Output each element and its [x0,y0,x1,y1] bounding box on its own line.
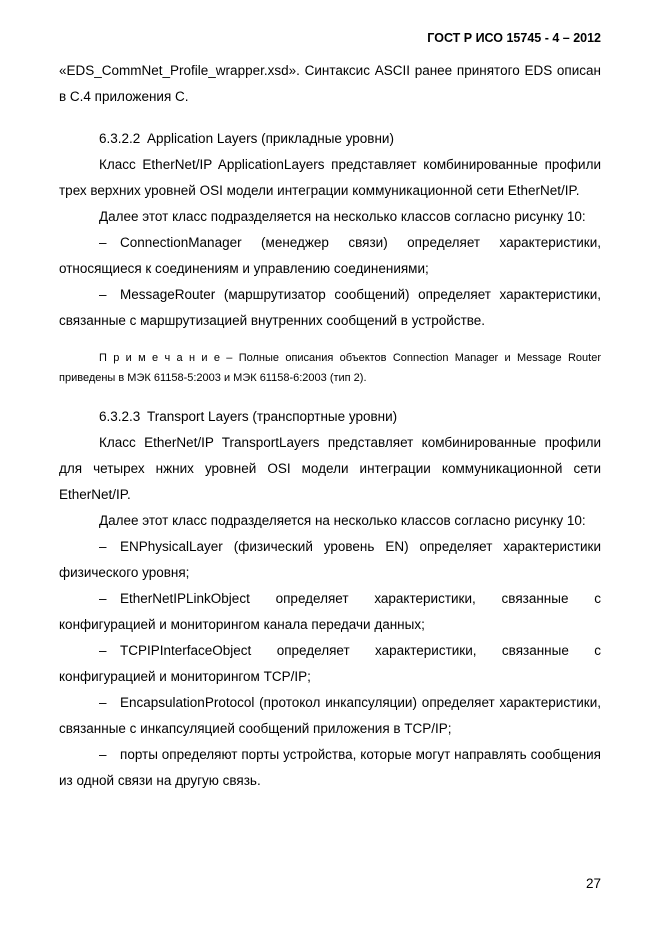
page-number: 27 [585,876,601,891]
paragraph-continued: «EDS_CommNet_Profile_wrapper.xsd». Синтаксис ASCII ранее принятого EDS описан в C.4 приложения C. [59,63,601,104]
paragraph: Класс EtherNet/IP TransportLayers представляет комбинированные профили для четырех нжних уровней OSI модели интеграции коммуникационной сети EtherNet/IP. [59,435,601,502]
section-heading-6-3-2-2: 6.3.2.2 Application Layers (прикладные уровни) [99,131,394,146]
list-item-message-router: – MessageRouter (маршрутизатор сообщений) определяет характеристики, связанные с маршрутизацией внутренних сообщений в устройстве. [59,287,601,328]
list-item-tcpip-interface-object: – TCPIPInterfaceObject определяет характеристики, связанные с конфигурацией и мониторингом TCP/IP; [59,643,601,684]
list-item-encapsulation-protocol: – EncapsulationProtocol (протокол инкапсуляции) определяет характеристики, связанные с инкапсуляцией сообщений приложения в TCP/IP; [59,695,601,736]
paragraph: Класс EtherNet/IP ApplicationLayers представляет комбинированные профили трех верхних уровней OSI модели интеграции коммуникационной сети EtherNet/IP. [59,157,601,198]
document-content [59,58,601,794]
section-heading-6-3-2-3: 6.3.2.3 Transport Layers (транспортные уровни) [99,409,398,424]
paragraph: Далее этот класс подразделяется на несколько классов согласно рисунку 10: [99,513,586,528]
list-item-ports: – порты определяют порты устройства, которые могут направлять сообщения из одной связи на другую связь. [59,747,601,788]
paragraph: Далее этот класс подразделяется на несколько классов согласно рисунку 10: [99,209,586,224]
list-item-ethernet-ip-link-object: – EtherNetIPLinkObject определяет характеристики, связанные с конфигурацией и мониторингом канала передачи данных; [59,591,601,632]
list-item-connection-manager: – ConnectionManager (менеджер связи) определяет характеристики, относящиеся к соединениям и управлению соединениями; [59,235,601,276]
note: П р и м е ч а н и е – Полные описания объектов Connection Manager и Message Router приведены в МЭК 61158-5:2003 и МЭК 61158-6:2003 (тип 2). [59,352,601,384]
document-header-standard-number: ГОСТ Р ИСО 15745 - 4 – 2012 [427,31,601,45]
list-item-en-physical-layer: – ENPhysicalLayer (физический уровень EN) определяет характеристики физического уровня; [59,539,601,580]
